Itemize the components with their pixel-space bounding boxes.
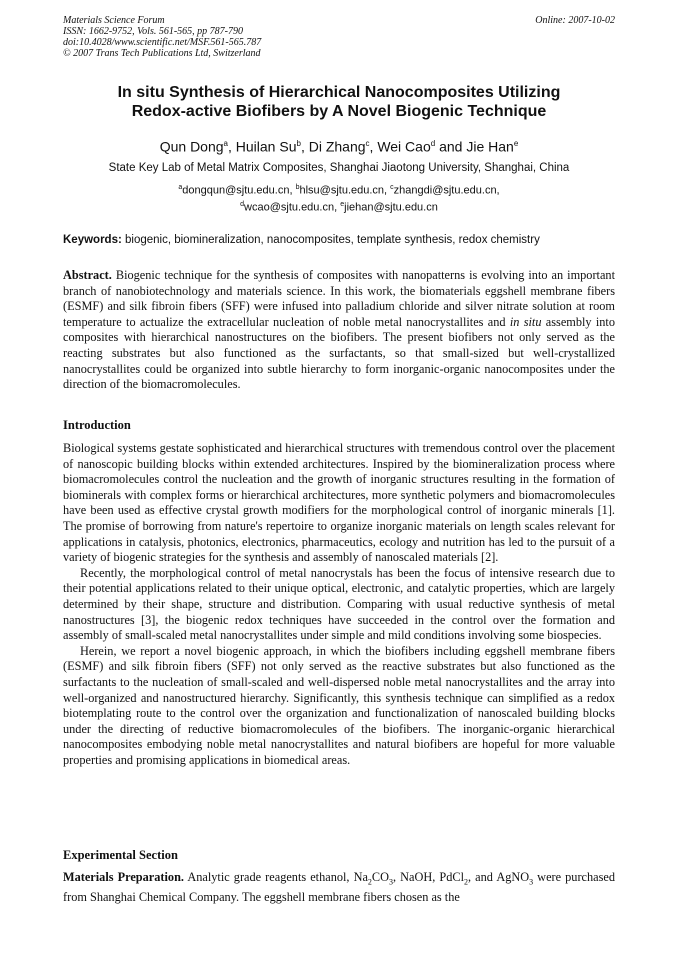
doi-line: doi:10.4028/www.scientific.net/MSF.561-565.787 [63,37,262,48]
materials-paragraph [63,870,615,906]
issn-line: ISSN: 1662-9752, Vols. 561-565, pp 787-790 [63,26,243,37]
subscript: 3 [529,877,534,887]
subscript: 3 [389,877,393,887]
title-line-1: In situ Synthesis of Hierarchical Nanocomposites Utilizing [117,84,561,101]
intro-paragraph-3: Herein, we report a novel biogenic approach, in which the biofibers including eggshell membrane fibers (ESMF) and silk fibroin fibers (SFF) not only served as the reactive substrates but also functioned as the surfactants to the nucleation of small-scaled and well-dispersed noble metal nanocrystallites and the array into well-organized and nanostructured hierarchy. Significantly, this synthesis technique can simplified as a redox biotemplating route to the control over the organization and functionalization of nanoscaled building blocks under the directing of reductive biomacromolecules of the biofibers. The inorganic-organic hierarchical nanocomposites embodying noble metal nanocrystallites and natural biofibers are hopeful for more valuable properties and promising applications in biomedical areas. [63,643,615,767]
abstract-italic: in situ [509,314,542,329]
introduction-body [63,441,615,768]
copyright-line: © 2007 Trans Tech Publications Ltd, Switzerland [63,48,261,59]
author-emails [63,181,615,214]
intro-paragraph-2: Recently, the morphological control of metal nanocrystals has been the focus of intensive research due to their potential applications related to their unique optical, electronic, and catalytic properties, which are largely determined by their shape, structure and distribution. Comparing with usual reductive synthesis of metal nanostructures [3], the biogenic redox techniques have succeeded in the control over the formation and assembly of small-scaled metal nanocrystallites under simple and mild conditions involving some biospecies. [63,565,615,643]
keywords-label: Keywords: [63,234,122,246]
author-name: Jie Han [466,138,514,155]
author-affil-mark: a [223,139,228,148]
email-c: zhangdi@sjtu.edu.cn, [393,184,500,197]
materials-text: CO [371,870,389,884]
abstract-label: Abstract. [63,268,112,282]
author-separator: , [369,138,378,155]
email-b: hlsu@sjtu.edu.cn, [299,184,388,197]
introduction-heading: Introduction [63,418,131,432]
abstract [63,268,615,393]
keywords-text: biogenic, biomineralization, nanocomposites, template synthesis, redox chemistry [121,234,540,246]
author-separator: , [300,138,309,155]
email-a: dongqun@sjtu.edu.cn, [182,184,293,197]
email-line-2 [63,198,615,215]
abstract-text-2: assembly into composites with hierarchical nanostructures on the biofibers. The present biofibers not only served as the reacting substrates but also functioned as the surfactants, so that small-sized but well-crystallized nanocrystallites could be organized into subtle hierarchy to form inorganic-organic nanocomposites under the direction of the biomacromolecules. [63,314,615,392]
abstract-text-1: Biogenic technique for the synthesis of composites with nanopatterns is evolving into an important branch of nanobiotechnology and materials science. In this work, the biomaterials eggshell membrane fibers (ESMF) and silk fibroin fibers (SFF) were infused into palladium chloride and silver nitrate solution at room temperature to actualize the extracellular nucleation of noble metal nanocrystallites and [63,268,615,329]
materials-label: Materials Preparation. [63,870,184,884]
materials-text: , NaOH, PdCl [393,870,465,884]
email-e: jiehan@sjtu.edu.cn [344,201,438,214]
author-separator: and [435,138,467,155]
author-affil-mark: d [430,139,436,148]
email-mark-a: a [178,184,183,191]
email-line-1 [63,181,615,198]
email-d: wcao@sjtu.edu.cn, [244,201,338,214]
email-mark-d: d [240,200,245,208]
title-line-2: Redox-active Biofibers by A Novel Biogenic Technique [131,103,547,120]
materials-text: Analytic grade reagents ethanol, Na [183,870,368,884]
email-mark-e: e [340,200,345,208]
subscript: 2 [464,877,469,887]
abstract-paragraph [63,268,615,393]
author-list [63,135,615,156]
materials-text: were purchased from Shanghai Chemical Company. The eggshell membrane fibers chosen as the [63,870,615,905]
author-separator: , [228,138,236,155]
author-name: Di Zhang [308,138,366,155]
author-name: Huilan Su [235,138,297,155]
experimental-heading: Experimental Section [63,848,178,862]
email-mark-b: b [295,184,300,191]
journal-name: Materials Science Forum [63,15,165,26]
author-name: Wei Cao [377,138,431,155]
author-affil-mark: b [296,139,301,148]
author-affil-mark: e [513,139,519,148]
author-name: Qun Dong [159,138,224,155]
online-date: Online: 2007-10-02 [535,15,615,26]
author-affil-mark: c [365,139,370,148]
keywords [63,233,615,247]
intro-paragraph-1: Biological systems gestate sophisticated and hierarchical structures with tremendous control over the placement of nanoscopic building blocks within extended architectures. Inspired by the biomineralization process where biomacromolecules control the nucleation and the growth of inorganic structures resulting in the formation of biominerals with complex forms or hierarchical architectures, more synthetic polymers and biomacromolecules have been used as effective crystal growth modifiers for the morphological control of inorganic minerals [1]. The promise of borrowing from nature's repertoire to organize inorganic materials on length scales relevant for applications in catalysis, photonics, electronics, pharmaceutics, ecology and nutrition has led to the pursuit of a variety of biogenic strategies for the synthesis and assembly of nanoscaled materials [2]. [63,441,615,565]
experimental-body [63,870,615,906]
affiliation: State Key Lab of Metal Matrix Composites, Shanghai Jiaotong University, Shanghai, China [108,162,570,174]
materials-text: , and AgNO [468,870,530,884]
email-mark-c: c [390,184,394,191]
journal-header [63,15,615,59]
subscript: 2 [367,877,372,887]
paper-title [63,83,615,121]
